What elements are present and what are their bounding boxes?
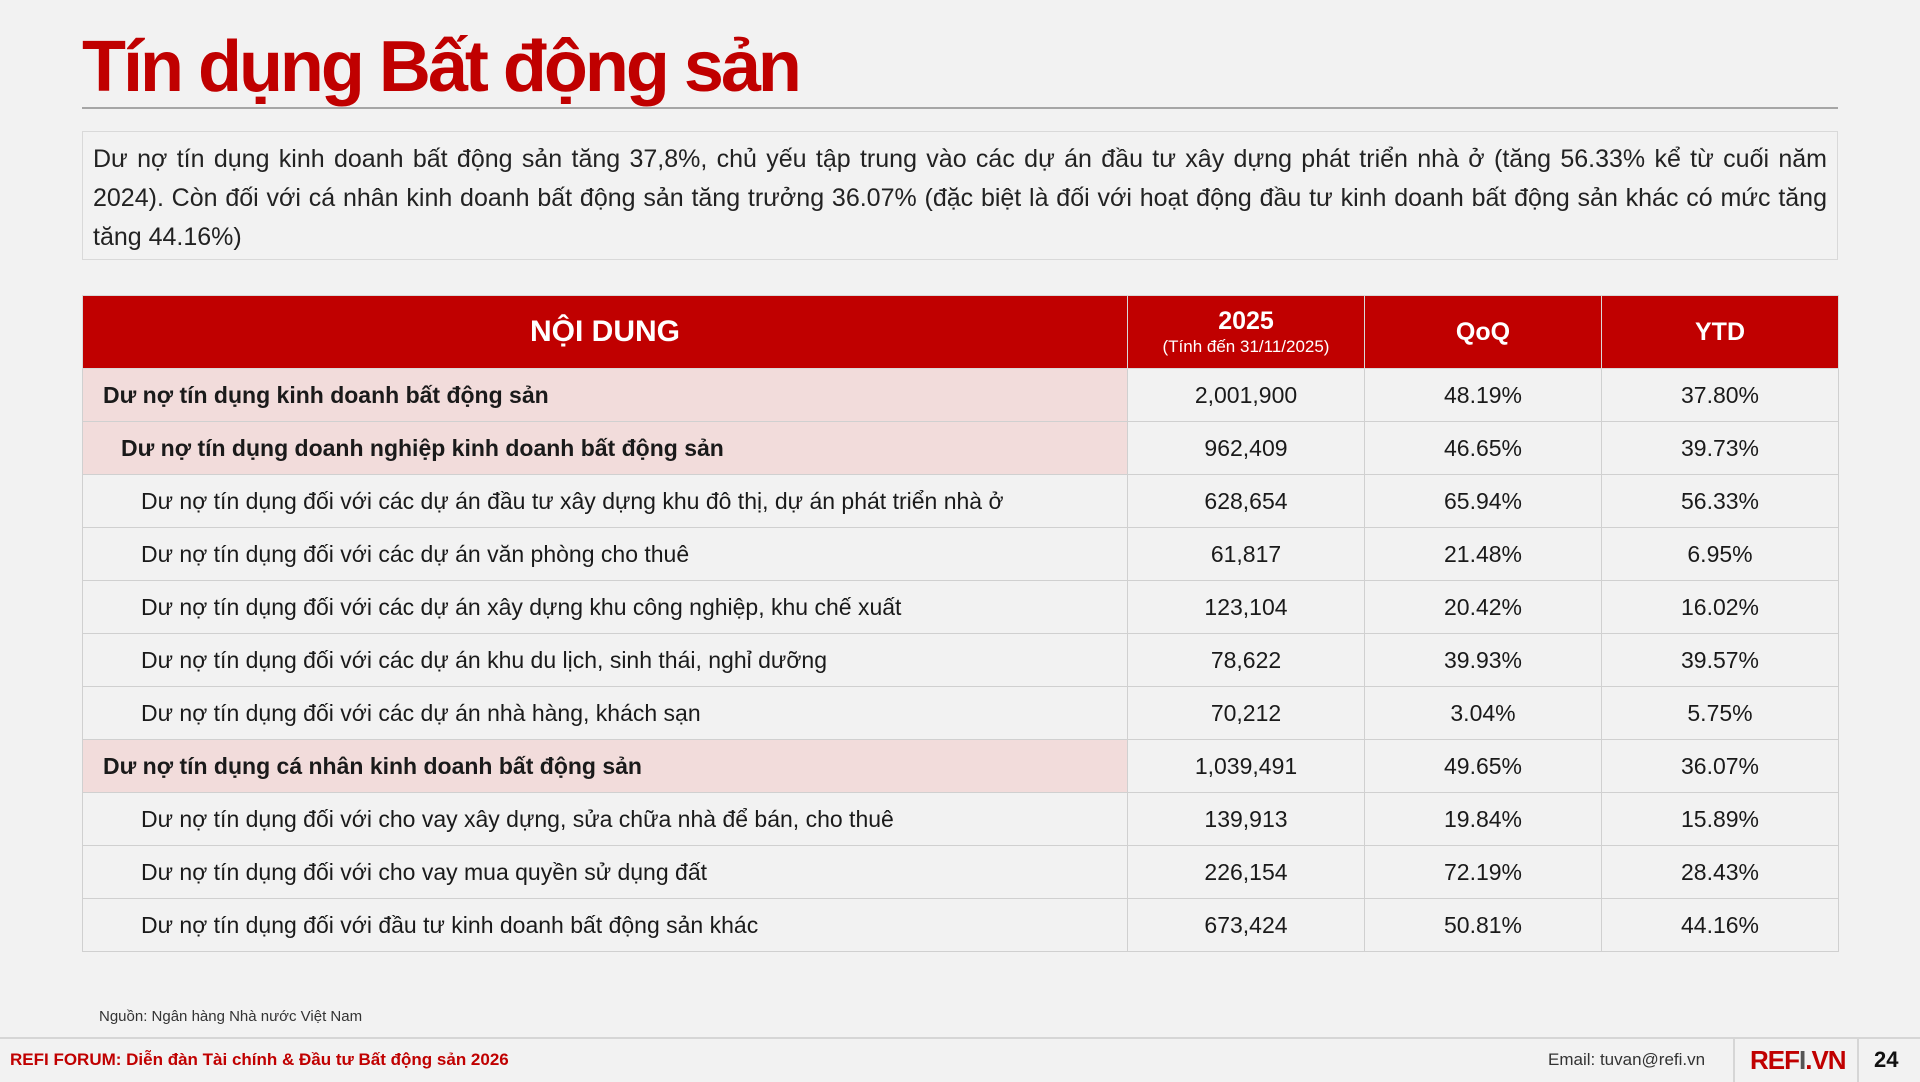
row-label: Dư nợ tín dụng đối với các dự án nhà hàng, khách sạn bbox=[83, 687, 1128, 740]
row-value: 673,424 bbox=[1128, 899, 1365, 952]
row-qoq: 19.84% bbox=[1365, 793, 1602, 846]
row-qoq: 65.94% bbox=[1365, 475, 1602, 528]
row-label: Dư nợ tín dụng đối với đầu tư kinh doanh bất động sản khác bbox=[83, 899, 1128, 952]
row-value: 78,622 bbox=[1128, 634, 1365, 687]
row-qoq: 46.65% bbox=[1365, 422, 1602, 475]
table-row bbox=[83, 899, 1839, 952]
page-title: Tín dụng Bất động sản bbox=[82, 27, 799, 107]
table-row bbox=[83, 581, 1839, 634]
logo-text-a: REF bbox=[1750, 1045, 1799, 1075]
summary-box: Dư nợ tín dụng kinh doanh bất động sản tăng 37,8%, chủ yếu tập trung vào các dự án đầu tư xây dựng phát triển nhà ở (tăng 56.33% kể từ cuối năm 2024). Còn đối với cá nhân kinh doanh bất động sản tăng trưởng 36.07% (đặc biệt là đối với hoạt động đầu tư kinh doanh bất động sản khác có mức tăng tăng 44.16%) bbox=[82, 131, 1838, 260]
row-value: 2,001,900 bbox=[1128, 369, 1365, 422]
row-ytd: 5.75% bbox=[1602, 687, 1839, 740]
footer-event-title: REFI FORUM: Diễn đàn Tài chính & Đầu tư Bất động sản 2026 bbox=[10, 1050, 509, 1069]
header-qoq: QoQ bbox=[1365, 296, 1602, 369]
row-label: Dư nợ tín dụng đối với cho vay xây dựng, sửa chữa nhà để bán, cho thuê bbox=[83, 793, 1128, 846]
row-label: Dư nợ tín dụng đối với các dự án khu du lịch, sinh thái, nghỉ dưỡng bbox=[83, 634, 1128, 687]
row-qoq: 39.93% bbox=[1365, 634, 1602, 687]
row-value: 70,212 bbox=[1128, 687, 1365, 740]
row-ytd: 28.43% bbox=[1602, 846, 1839, 899]
header-year-label: 2025 bbox=[1218, 307, 1274, 335]
row-qoq: 72.19% bbox=[1365, 846, 1602, 899]
row-qoq: 20.42% bbox=[1365, 581, 1602, 634]
table-row bbox=[83, 369, 1839, 422]
row-value: 962,409 bbox=[1128, 422, 1365, 475]
row-ytd: 39.57% bbox=[1602, 634, 1839, 687]
row-label: Dư nợ tín dụng đối với cho vay mua quyền sử dụng đất bbox=[83, 846, 1128, 899]
row-qoq: 21.48% bbox=[1365, 528, 1602, 581]
table-row bbox=[83, 740, 1839, 793]
header-ytd: YTD bbox=[1602, 296, 1839, 369]
row-ytd: 6.95% bbox=[1602, 528, 1839, 581]
row-label: Dư nợ tín dụng đối với các dự án xây dựng khu công nghiệp, khu chế xuất bbox=[83, 581, 1128, 634]
table-header-row bbox=[83, 296, 1839, 369]
header-year-note: (Tính đến 31/11/2025) bbox=[1162, 337, 1330, 356]
logo-text-c: .VN bbox=[1805, 1045, 1846, 1075]
title-divider bbox=[82, 107, 1838, 109]
credit-table bbox=[82, 295, 1839, 952]
logo-text-b: I bbox=[1799, 1045, 1806, 1075]
row-ytd: 44.16% bbox=[1602, 899, 1839, 952]
row-value: 628,654 bbox=[1128, 475, 1365, 528]
row-label: Dư nợ tín dụng đối với các dự án văn phòng cho thuê bbox=[83, 528, 1128, 581]
footer bbox=[0, 1037, 1920, 1082]
row-qoq: 50.81% bbox=[1365, 899, 1602, 952]
table-row bbox=[83, 687, 1839, 740]
table-row bbox=[83, 793, 1839, 846]
row-value: 61,817 bbox=[1128, 528, 1365, 581]
row-qoq: 49.65% bbox=[1365, 740, 1602, 793]
row-label: Dư nợ tín dụng kinh doanh bất động sản bbox=[83, 369, 1128, 422]
table-row bbox=[83, 422, 1839, 475]
row-ytd: 16.02% bbox=[1602, 581, 1839, 634]
source-note: Nguồn: Ngân hàng Nhà nước Việt Nam bbox=[99, 1008, 363, 1025]
row-ytd: 39.73% bbox=[1602, 422, 1839, 475]
row-value: 226,154 bbox=[1128, 846, 1365, 899]
row-qoq: 3.04% bbox=[1365, 687, 1602, 740]
table-row bbox=[83, 846, 1839, 899]
header-year bbox=[1128, 296, 1365, 369]
row-label: Dư nợ tín dụng cá nhân kinh doanh bất động sản bbox=[83, 740, 1128, 793]
footer-divider bbox=[1857, 1039, 1859, 1082]
header-content: NỘI DUNG bbox=[83, 296, 1128, 369]
row-value: 123,104 bbox=[1128, 581, 1365, 634]
row-value: 1,039,491 bbox=[1128, 740, 1365, 793]
refi-logo bbox=[1750, 1045, 1846, 1076]
row-qoq: 48.19% bbox=[1365, 369, 1602, 422]
footer-divider bbox=[1733, 1039, 1735, 1082]
page-number: 24 bbox=[1874, 1047, 1899, 1072]
row-label: Dư nợ tín dụng đối với các dự án đầu tư xây dựng khu đô thị, dự án phát triển nhà ở bbox=[83, 475, 1128, 528]
footer-email: Email: tuvan@refi.vn bbox=[1548, 1050, 1706, 1069]
table-row bbox=[83, 528, 1839, 581]
table-row bbox=[83, 475, 1839, 528]
row-ytd: 36.07% bbox=[1602, 740, 1839, 793]
row-ytd: 37.80% bbox=[1602, 369, 1839, 422]
row-ytd: 15.89% bbox=[1602, 793, 1839, 846]
row-label: Dư nợ tín dụng doanh nghiệp kinh doanh bất động sản bbox=[83, 422, 1128, 475]
row-ytd: 56.33% bbox=[1602, 475, 1839, 528]
table-row bbox=[83, 634, 1839, 687]
row-value: 139,913 bbox=[1128, 793, 1365, 846]
